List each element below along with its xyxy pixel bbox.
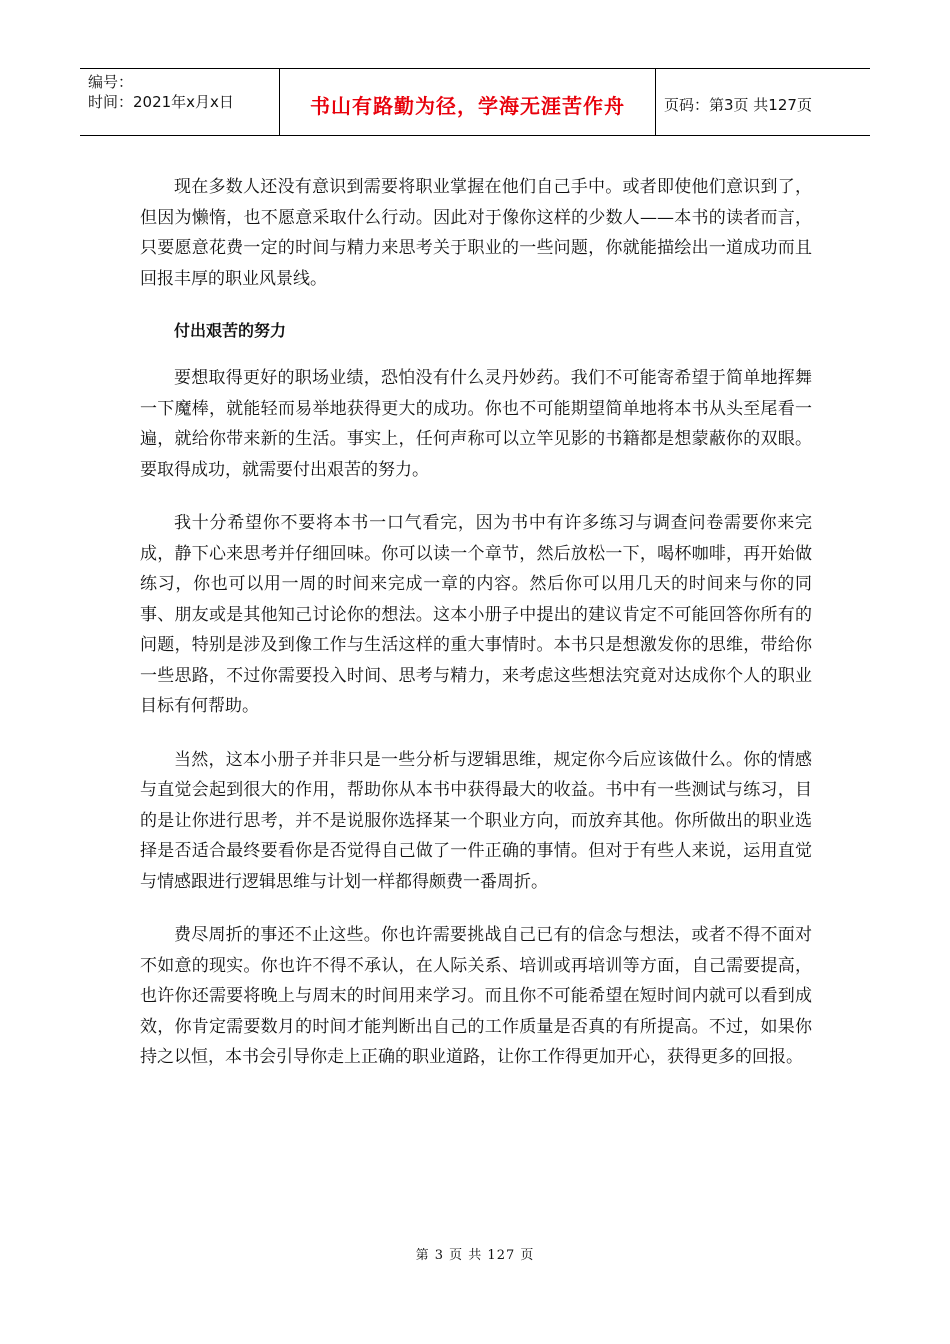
- date-label: 时间：2021年x月x日: [88, 93, 234, 111]
- page-footer: 第 3 页 共 127 页: [415, 1248, 535, 1263]
- document-body: [140, 172, 812, 1096]
- paragraph: 费尽周折的事还不止这些。你也许需要挑战自己已有的信念与想法，或者不得不面对不如意的现实。你也许不得不承认，在人际关系、培训或再培训等方面，自己需要提高，也许你还需要将晚上与周末的时间用来学习。而且你不可能希望在短时间内就可以看到成效，你肯定需要数月的时间才能判断出自己的工作质量是否真的有所提高。不过，如果你持之以恒，本书会引导你走上正确的职业道路，让你工作得更加开心，获得更多的回报。: [140, 925, 812, 1067]
- serial-number-label: 编号：: [88, 73, 134, 91]
- paragraph: 我十分希望你不要将本书一口气看完，因为书中有许多练习与调查问卷需要你来完成，静下心来思考并仔细回味。你可以读一个章节，然后放松一下，喝杯咖啡，再开始做练习，你也可以用一周的时间来完成一章的内容。然后你可以用几天的时间来与你的同事、朋友或是其他知己讨论你的想法。这本小册子中提出的建议肯定不可能回答你所有的问题，特别是涉及到像工作与生活这样的重大事情时。本书只是想激发你的思维，带给你一些思路，不过你需要投入时间、思考与精力，来考虑这些想法究竟对达成你个人的职业目标有何帮助。: [140, 513, 812, 716]
- paragraph: 现在多数人还没有意识到需要将职业掌握在他们自己手中。或者即使他们意识到了，但因为懒惰，也不愿意采取什么行动。因此对于像你这样的少数人——本书的读者而言，只要愿意花费一定的时间与精力来思考关于职业的一些问题，你就能描绘出一道成功而且回报丰厚的职业风景线。: [140, 177, 812, 289]
- header-motto: 书山有路勤为径，学海无涯苦作舟: [280, 69, 656, 135]
- paragraph: 当然，这本小册子并非只是一些分析与逻辑思维，规定你今后应该做什么。你的情感与直觉会起到很大的作用，帮助你从本书中获得最大的收益。书中有一些测试与练习，目的是让你进行思考，并不是说服你选择某一个职业方向，而放弃其他。你所做出的职业选择是否适合最终要看你是否觉得自己做了一件正确的事情。但对于有些人来说，运用直觉与情感跟进行逻辑思维与计划一样都得颇费一番周折。: [140, 749, 812, 892]
- header-meta: [80, 69, 280, 135]
- header-page-number: 页码：第3页 共127页: [664, 95, 812, 114]
- section-heading: 付出艰苦的努力: [174, 321, 287, 340]
- page-header: [80, 68, 870, 136]
- paragraph: 要想取得更好的职场业绩，恐怕没有什么灵丹妙药。我们不可能寄希望于简单地挥舞一下魔棒，就能轻而易举地获得更大的成功。你也不可能期望简单地将本书从头至尾看一遍，就给你带来新的生活。事实上，任何声称可以立竿见影的书籍都是想蒙蔽你的双眼。要取得成功，就需要付出艰苦的努力。: [140, 368, 812, 480]
